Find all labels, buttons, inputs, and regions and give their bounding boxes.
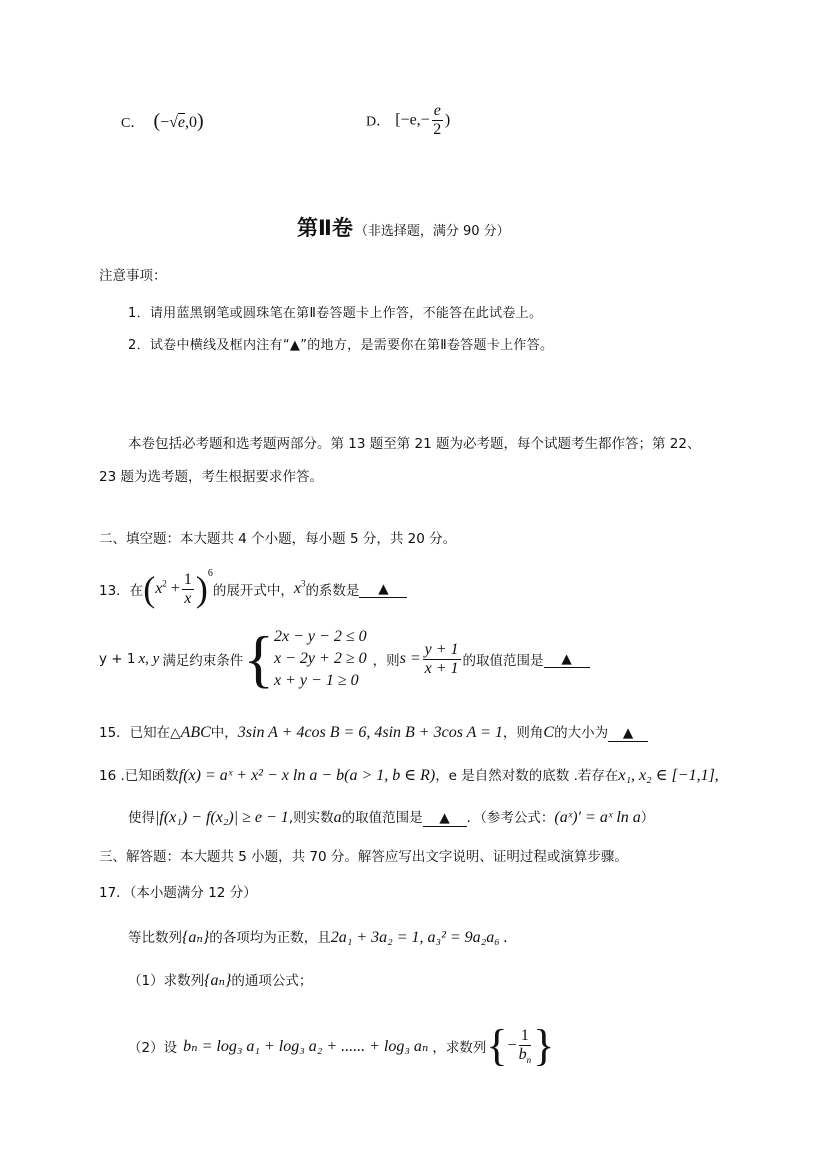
q13-number: 13．在	[99, 583, 144, 599]
q14-vars: x, y	[138, 650, 160, 667]
option-c-value: (−√e,0)	[153, 110, 204, 132]
q14-constraint-2: x − 2y + 2 ≥ 0	[274, 650, 367, 667]
intro-line-2: 23 题为选考题，考生根据要求作答。	[99, 469, 323, 485]
notice-item-2: 2．试卷中横线及框内注有“▲”的地方，是需要你在第Ⅱ卷答题卡上作答。	[128, 338, 554, 353]
q17-p1-label: （1）求数列	[128, 973, 205, 989]
part2-heading: 二、填空题：本大题共 4 个小题，每小题 5 分，共 20 分。	[99, 531, 457, 547]
option-c	[121, 110, 204, 133]
q15-number: 15．已知在△	[99, 725, 181, 741]
question-15	[99, 721, 648, 742]
q16-line1-text: ，e 是自然对数的底数 .若存在	[435, 768, 619, 784]
question-14	[99, 623, 590, 694]
option-d-suffix: )	[444, 111, 451, 129]
section-title-sub: （非选择题，满分 90 分）	[354, 224, 510, 239]
q14-fraction	[423, 641, 461, 678]
q14-constraint-3: x + y − 1 ≥ 0	[274, 672, 359, 689]
q17-p2-label: （2）设	[128, 1039, 178, 1056]
q17-part-1	[128, 969, 312, 990]
q14-constraints	[274, 626, 367, 692]
q16-ref-formula: (aˣ)′ = aˣ ln a	[554, 809, 641, 826]
q16-function: f(x) = aˣ + x² − x ln a − b(a > 1, b ∈ R)	[178, 767, 436, 784]
q14-text2: ，则	[372, 653, 400, 669]
q16-answer-blank: ▲	[423, 810, 467, 827]
question-16-line-2	[128, 806, 654, 827]
question-13	[99, 568, 407, 610]
q15-c: C	[543, 724, 555, 741]
section-title	[297, 212, 510, 242]
q13-text1: 的展开式中，	[212, 583, 294, 599]
section-title-main: 第Ⅱ卷	[297, 216, 353, 240]
q15-text1: 中，	[210, 725, 238, 741]
q17-title: 17．（本小题满分 12 分）	[99, 885, 257, 901]
q17-stem1: 等比数列	[128, 930, 182, 946]
q17-stem	[128, 926, 508, 947]
q17-p2-text: ，求数列	[432, 1039, 487, 1056]
q16-a: a	[333, 809, 342, 826]
q17-condition: 2a₁ + 3a₂ = 1, a₃² = 9a₂a₆ .	[330, 929, 508, 946]
frac-den: x + 1	[424, 659, 459, 677]
q17-p1-text: 的通项公式；	[231, 973, 313, 989]
q13-answer-blank: ▲	[359, 581, 407, 598]
q14-text1: 满足约束条件	[162, 653, 244, 669]
q17-p2-expr: bₙ = log₃ a₁ + log₃ a₂ + ...... + log₃ aₙ	[183, 1037, 429, 1055]
notice-item-1: 1．请用蓝黑钢笔或圆珠笔在第Ⅱ卷答题卡上作答，不能答在此试卷上。	[128, 306, 543, 321]
q14-number: y + 1	[99, 651, 136, 667]
question-16-line-1	[99, 764, 719, 785]
q13-fraction	[182, 571, 194, 608]
option-d-label: D．	[366, 114, 391, 130]
q14-brace: {	[243, 623, 275, 694]
q14-text3: 的取值范围是	[462, 653, 544, 669]
frac-num: e	[433, 102, 441, 119]
option-d	[366, 102, 450, 139]
q13-x3: $x^3$	[293, 578, 306, 597]
q15-answer-blank: ▲	[608, 725, 648, 742]
option-d-fraction	[432, 102, 443, 139]
q16-ref-end: ）	[640, 810, 655, 826]
q17-brace-open: {	[486, 1021, 508, 1070]
q17-stem2: 的各项均为正数，且	[209, 930, 331, 946]
q14-s: s =	[399, 650, 421, 667]
frac-num: 1	[519, 1027, 532, 1046]
q16-abs-expr: |f(x₁) − f(x₂)| ≥ e − 1	[155, 809, 289, 826]
option-d-prefix: [−e,−	[395, 111, 430, 129]
frac-den: $b_n$	[518, 1046, 532, 1066]
q15-abc: ABC	[180, 724, 211, 741]
notice-heading: 注意事项：	[99, 268, 167, 284]
frac-den: x	[184, 589, 192, 607]
option-c-label: C．	[121, 116, 145, 131]
frac-num: y + 1	[424, 640, 459, 658]
q14-answer-blank: ▲	[544, 651, 590, 668]
q15-text3: 的大小为	[554, 725, 609, 741]
q16-text1: 使得	[128, 810, 155, 826]
q16-ref: ．（参考公式：	[466, 810, 555, 826]
frac-num: 1	[183, 570, 192, 588]
q13-exponent: 6	[207, 568, 213, 579]
part3-heading: 三、解答题：本大题共 5 小题，共 70 分。解答应写出文字说明、证明过程或演算步骤。	[99, 849, 628, 865]
q17-brace-close: }	[533, 1021, 555, 1070]
q13-paren-open: (	[143, 569, 156, 609]
q15-equation: 3sin A + 4cos B = 6, 4sin B + 3cos A = 1	[237, 724, 503, 741]
frac-den: 2	[433, 121, 442, 138]
q17-seq: {aₙ}	[182, 929, 210, 946]
q15-text2: ，则角	[502, 725, 544, 741]
q17-fraction	[519, 1027, 532, 1064]
intro-line-1: 本卷包括必考题和选考题两部分。第 13 题至第 21 题为必考题，每个试题考生都作答；第 22、	[128, 436, 701, 452]
q13-text2: 的系数是	[305, 583, 360, 599]
q16-vars: x₁, x₂ ∈ [−1,1],	[618, 767, 719, 784]
q14-constraint-1: 2x − y − 2 ≤ 0	[274, 628, 367, 645]
q16-text2: ,则实数	[288, 810, 334, 826]
q16-number: 16 .已知函数	[99, 768, 179, 784]
q13-paren-close: )	[195, 569, 208, 609]
q17-p1-seq: {aₙ}	[204, 972, 232, 989]
q16-text3: 的取值范围是	[341, 810, 423, 826]
q17-minus: −	[507, 1036, 517, 1054]
q17-part-2	[128, 1020, 554, 1071]
q13-expr: $x^2$ +	[155, 578, 180, 597]
